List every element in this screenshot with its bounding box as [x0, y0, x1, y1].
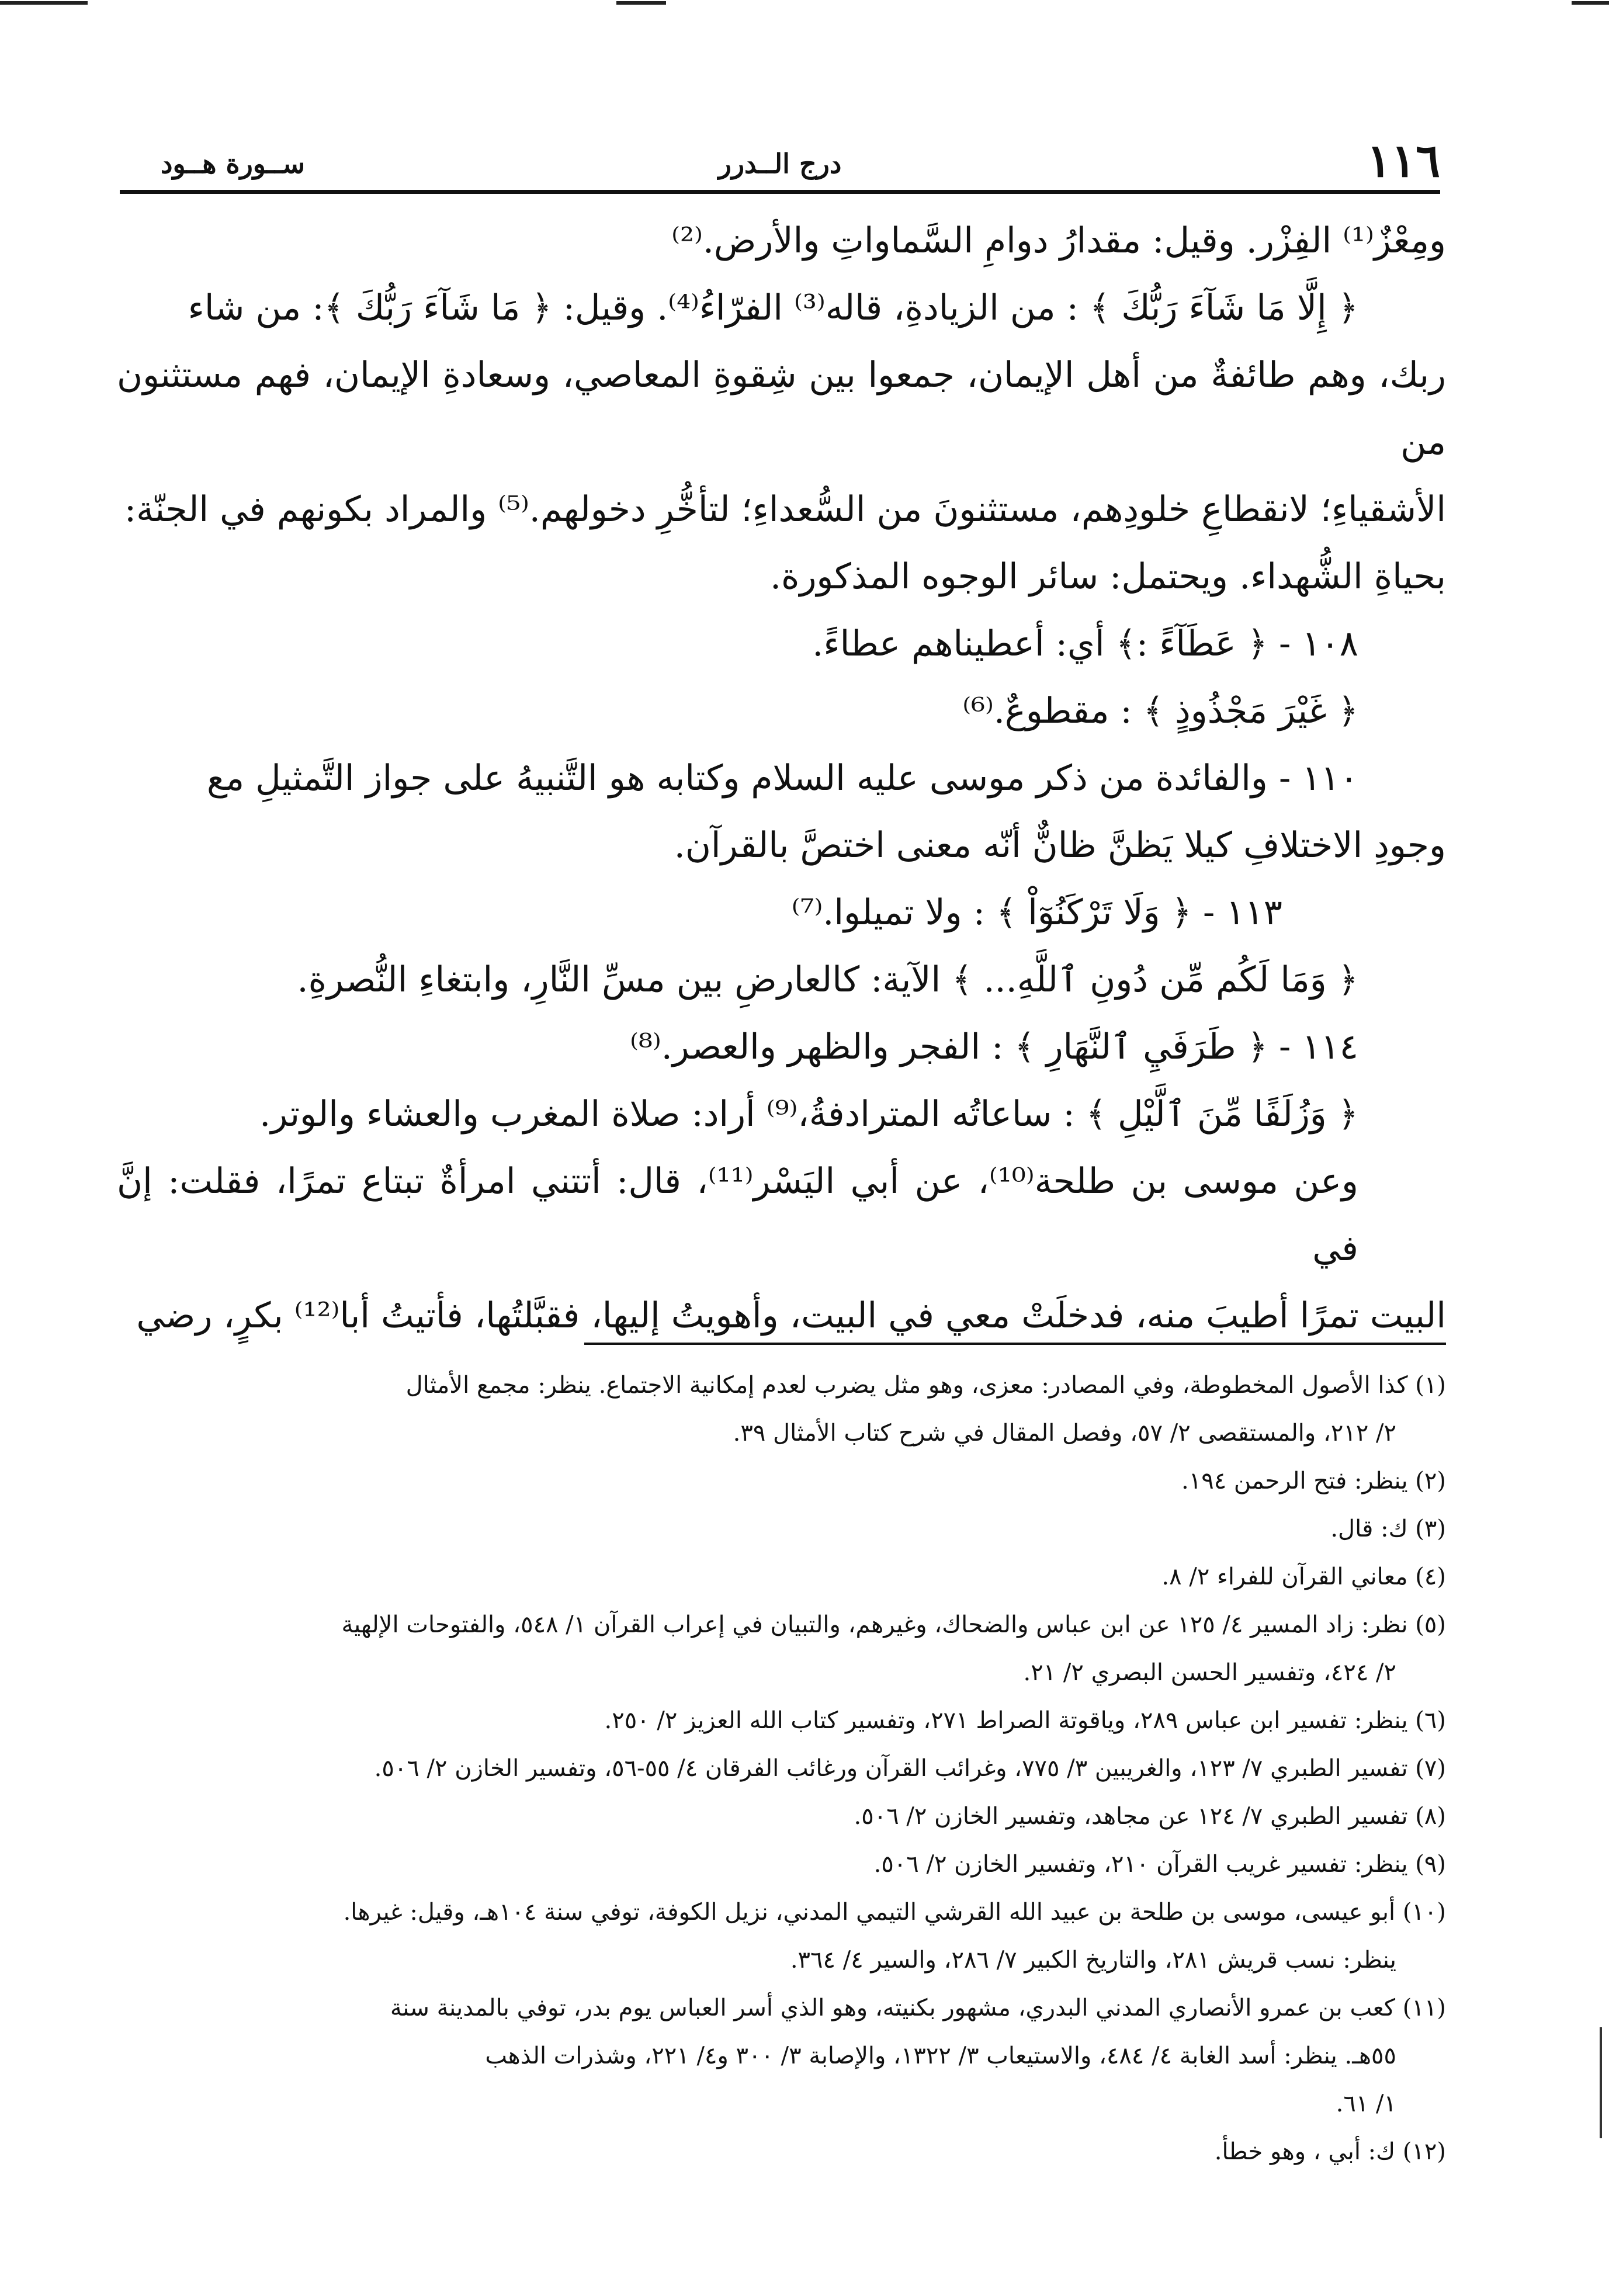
- footnote-line: (٩) ينظر: تفسير غريب القرآن ٢١٠، وتفسير الخازن ٢/ ٥٠٦.: [873, 1851, 1446, 1878]
- text-line: البيت تمرًا أطيبَ منه، فدخلَتْ معي في البيت، وأهويتُ إليها، فقبَّلتُها، فأتيتُ أبا⁽¹²⁾ بكرٍ، رضي: [136, 1295, 1446, 1336]
- footnote-line: ٥٥هـ. ينظر: أسد الغابة ٤/ ٤٨٤، والاستيعاب ٣/ ١٣٢٢، والإصابة ٣/ ٣٠٠ و٤/ ٢٢١، وشذرات الذهب: [485, 2042, 1396, 2069]
- page-number: ١١٦: [1367, 134, 1440, 188]
- text-line: بحياةِ الشُّهداء. ويحتمل: سائر الوجوه المذكورة.: [769, 556, 1446, 597]
- footnote-line: (٤) معاني القرآن للفراء ٢/ ٨.: [1161, 1563, 1446, 1590]
- top-rule: [0, 1, 1609, 5]
- footnotes: [117, 1361, 1446, 2176]
- text-line: ﴿ إِلَّا مَا شَآءَ رَبُّكَ ﴾ : من الزيادةِ، قاله⁽³⁾ الفرّاءُ⁽⁴⁾. وقيل: ﴿ مَا شَآءَ رَبُّكَ ﴾: من شاء: [188, 287, 1358, 328]
- text-line: ربك، وهم طائفةٌ من أهل الإيمان، جمعوا بين شِقوةِ المعاصي، وسعادةِ الإيمان، فهم مستثنون من: [117, 355, 1446, 463]
- footnote-line: (٨) تفسير الطبري ٧/ ١٢٤ عن مجاهد، وتفسير الخازن ٢/ ٥٠٦.: [854, 1803, 1446, 1830]
- footnote-line: (١٠) أبو عيسى، موسى بن طلحة بن عبيد الله القرشي التيمي المدني، نزيل الكوفة، توفي سنة ١٠٤هـ، وقيل: غيرها.: [343, 1899, 1446, 1926]
- footnote-line: (٧) تفسير الطبري ٧/ ١٢٣، والغريبين ٣/ ٧٧٥، وغرائب القرآن ورغائب الفرقان ٤/ ٥٥-٥٦، وتفسير الخازن ٢/ ٥٠٦.: [374, 1755, 1446, 1782]
- text-line: وعن موسى بن طلحة⁽¹⁰⁾، عن أبي اليَسْر⁽¹¹⁾، قال: أتتني امرأةٌ تبتاع تمرًا، فقلت: إنَّ في: [117, 1161, 1358, 1269]
- footnote-line: ٢/ ٤٢٤، وتفسير الحسن البصري ٢/ ٢١.: [1023, 1659, 1396, 1686]
- footnote-line: (٢) ينظر: فتح الرحمن ١٩٤.: [1181, 1468, 1446, 1494]
- text-line: ﴿ وَمَا لَكُم مِّن دُونِ ٱللَّهِ... ﴾ الآية: كالعارضِ بين مسِّ النَّارِ، وابتغاءِ النُّصرةِ.: [297, 959, 1358, 1000]
- text-line: ﴿ وَزُلَفًا مِّنَ ٱلَّيْلِ ﴾ : ساعاتُه المترادفةُ،⁽⁹⁾ أراد: صلاة المغرب والعشاء والوتر.: [259, 1094, 1358, 1135]
- footnote-line: (١) كذا الأصول المخطوطة، وفي المصادر: معزى، وهو مثل يضرب لعدم إمكانية الاجتماع. ينظر: مجمع الأمثال: [405, 1372, 1446, 1399]
- margin-mark: [1600, 2027, 1602, 2138]
- text-line: الأشقياءِ؛ لانقطاعِ خلودِهم، مستثنونَ من السُّعداءِ؛ لتأخُّرِ دخولهم.⁽⁵⁾ والمراد بكونهم في الجنّة:: [124, 489, 1446, 530]
- page-header: [120, 134, 1440, 194]
- footnote-line: ينظر: نسب قريش ٢٨١، والتاريخ الكبير ٧/ ٢٨٦، والسير ٤/ ٣٦٤.: [790, 1947, 1396, 1974]
- text-line: ١١٣ - ﴿ وَلَا تَرْكَنُوٓاْ ﴾ : ولا تميلوا.⁽⁷⁾: [791, 892, 1282, 933]
- text-line: ١١٠ - والفائدة من ذكر موسى عليه السلام وكتابه هو التَّنبيهُ على جواز التَّمثيلِ مع: [207, 758, 1358, 799]
- main-text: [117, 207, 1446, 1350]
- text-line: ١٠٨ - ﴿ عَطَآءً :﴾ أي: أعطيناهم عطاءً.: [812, 623, 1358, 664]
- footnote-line: (٥) نظر: زاد المسير ٤/ ١٢٥ عن ابن عباس والضحاك، وغيرهم، والتبيان في إعراب القرآن ١/ ٥٤٨، والفتوحات الإلهية: [341, 1611, 1446, 1638]
- footnote-line: (٣) ك: قال.: [1330, 1515, 1446, 1542]
- text-line: وجودِ الاختلافِ كيلا يَظنَّ ظانٌّ أنّه معنى اختصَّ بالقرآن.: [674, 825, 1446, 866]
- footnote-line: (١٢) ك: أبي ، وهو خطأ.: [1214, 2138, 1446, 2165]
- footnote-line: ١/ ٦١.: [1336, 2090, 1396, 2117]
- footnote-line: (١١) كعب بن عمرو الأنصاري المدني البدري، مشهور بكنيته، وهو الذي أسر العباس يوم بدر، توفي بالمدينة سنة: [390, 1995, 1446, 2021]
- text-line: ومِعْزٌ⁽¹⁾ الفِزْر. وقيل: مقدارُ دوامِ السَّماواتِ والأرض.⁽²⁾: [671, 220, 1446, 261]
- book-title: درج الــدرر: [718, 148, 842, 179]
- text-line: ﴿ غَيْرَ مَجْذُوذٍ ﴾ : مقطوعٌ.⁽⁶⁾: [962, 691, 1358, 731]
- surah-title: ســورة هــود: [161, 148, 306, 179]
- footnote-divider: [584, 1343, 1446, 1345]
- text-line: ١١٤ - ﴿ طَرَفَيِ ٱلنَّهَارِ ﴾ : الفجر والظهر والعصر.⁽⁸⁾: [630, 1026, 1358, 1067]
- footnote-line: (٦) ينظر: تفسير ابن عباس ٢٨٩، وياقوتة الصراط ٢٧١، وتفسير كتاب الله العزيز ٢/ ٢٥٠.: [604, 1707, 1446, 1734]
- footnote-line: ٢/ ٢١٢، والمستقصى ٢/ ٥٧، وفصل المقال في شرح كتاب الأمثال ٣٩.: [733, 1420, 1396, 1447]
